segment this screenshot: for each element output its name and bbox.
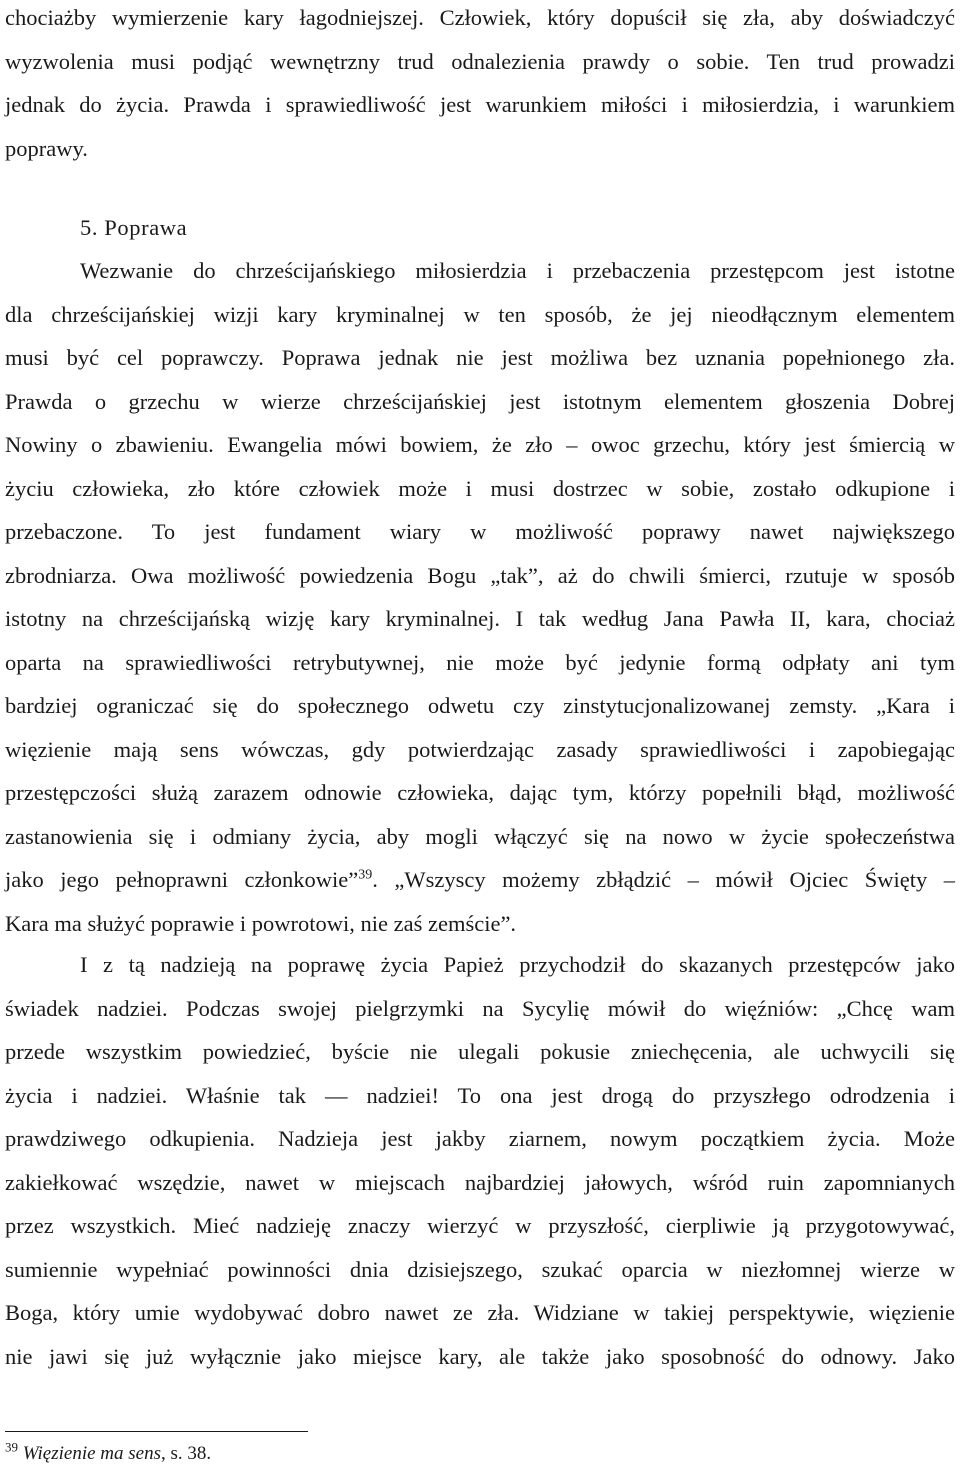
footnote-suffix: , s. 38. <box>161 1443 212 1464</box>
text-segment: . „Wszyscy możemy zbłądzić – mówił Ojciec Święty – <box>372 867 955 892</box>
text-line: oparta na sprawiedliwości retrybutywnej, nie może być jedynie formą odpłaty ani tym <box>5 649 955 675</box>
text-segment: jako jego pełnoprawni członkowie” <box>5 867 359 892</box>
text-line: dla chrześcijańskiej wizji kary kryminalnej w ten sposób, że jej nieodłącznym elementem <box>5 301 955 327</box>
footnote-title: Więzienie ma sens <box>22 1443 162 1464</box>
text-line: Boga, który umie wydobywać dobro nawet ze zła. Widziane w takiej perspektywie, więzienie <box>5 1300 955 1325</box>
intro-paragraph <box>5 0 955 170</box>
text-line: Prawda o grzechu w wierze chrześcijańskiej jest istotnym elementem głoszenia Dobrej <box>5 388 955 414</box>
section-heading: 5. Poprawa <box>80 215 188 240</box>
second-paragraph <box>5 943 955 1378</box>
text-line: przebaczone. To jest fundament wiary w możliwość poprawy nawet największego <box>5 519 955 544</box>
text-line: życiu człowieka, zło które człowiek może i musi dostrzec w sobie, zostało odkupione i <box>5 475 955 501</box>
text-line: świadek nadziei. Podczas swojej pielgrzymki na Sycylię mówił do więźniów: „Chcę wam <box>5 995 955 1021</box>
text-line: przestępczości służą zarazem odnowie człowieka, dając tym, którzy popełnili błąd, możliwość <box>5 780 955 805</box>
footnote <box>5 1440 211 1468</box>
footnote-number: 39 <box>5 1439 18 1455</box>
text-line: Nowiny o zbawieniu. Ewangelia mówi bowiem, że zło – owoc grzechu, który jest śmiercią w <box>5 432 955 457</box>
text-line: Kara ma służyć poprawie i powrotowi, nie zaś zemście”. <box>5 910 517 936</box>
text-line: musi być cel poprawczy. Poprawa jednak nie jest możliwa bez uznania popełnionego zła. <box>5 345 955 370</box>
text-line: Wezwanie do chrześcijańskiego miłosierdzia i przebaczenia przestępcom jest istotne <box>80 258 955 283</box>
text-line: życia i nadziei. Właśnie tak — nadziei! To ona jest drogą do przyszłego odrodzenia i <box>5 1082 955 1108</box>
footnote-separator <box>5 1431 308 1432</box>
text-line: I z tą nadzieją na poprawę życia Papież przychodził do skazanych przestępców jako <box>80 952 955 977</box>
text-line: przede wszystkim powiedzieć, byście nie ulegali pokusie zniechęcenia, ale uchwycili się <box>5 1039 955 1064</box>
text-line: chociażby wymierzenie kary łagodniejszej. Człowiek, który dopuścił się zła, aby doświadczyć <box>5 5 955 30</box>
text-line: przez wszystkich. Mieć nadzieję znaczy wierzyć w przyszłość, cierpliwie ją przygotowywać, <box>5 1213 955 1238</box>
text-line-with-footnote-ref <box>5 858 955 902</box>
text-line: zakiełkować wszędzie, nawet w miejscach najbardziej jałowych, wśród ruin zapomnianych <box>5 1169 955 1195</box>
footnote-reference[interactable]: 39 <box>358 867 373 883</box>
text-line: zbrodniarza. Owa możliwość powiedzenia Bogu „tak”, aż do chwili śmierci, rzutuje w sposób <box>5 562 955 588</box>
text-line: więzienie mają sens wówczas, gdy potwierdzając zasady sprawiedliwości i zapobiegając <box>5 736 955 762</box>
text-line: bardziej ograniczać się do społecznego odwetu czy zinstytucjonalizowanej zemsty. „Kara i <box>5 693 955 718</box>
text-line: jednak do życia. Prawda i sprawiedliwość jest warunkiem miłości i miłosierdzia, i warunkiem <box>5 92 955 117</box>
text-line: poprawy. <box>5 135 88 161</box>
main-paragraph <box>5 249 955 945</box>
text-line: prawdziwego odkupienia. Nadzieja jest jakby ziarnem, nowym początkiem życia. Może <box>5 1126 955 1151</box>
text-line: nie jawi się już wyłącznie jako miejsce kary, ale także jako sposobność do odnowy. Jako <box>5 1343 955 1369</box>
text-line: zastanowienia się i odmiany życia, aby mogli włączyć się na nowo w życie społeczeństwa <box>5 823 955 849</box>
text-line: wyzwolenia musi podjąć wewnętrzny trud odnalezienia prawdy o sobie. Ten trud prowadzi <box>5 48 955 74</box>
text-line: sumiennie wypełniać powinności dnia dzisiejszego, szukać oparcia w niezłomnej wierze w <box>5 1256 955 1282</box>
text-line: istotny na chrześcijańską wizję kary kryminalnej. I tak według Jana Pawła II, kara, chociaż <box>5 606 955 631</box>
